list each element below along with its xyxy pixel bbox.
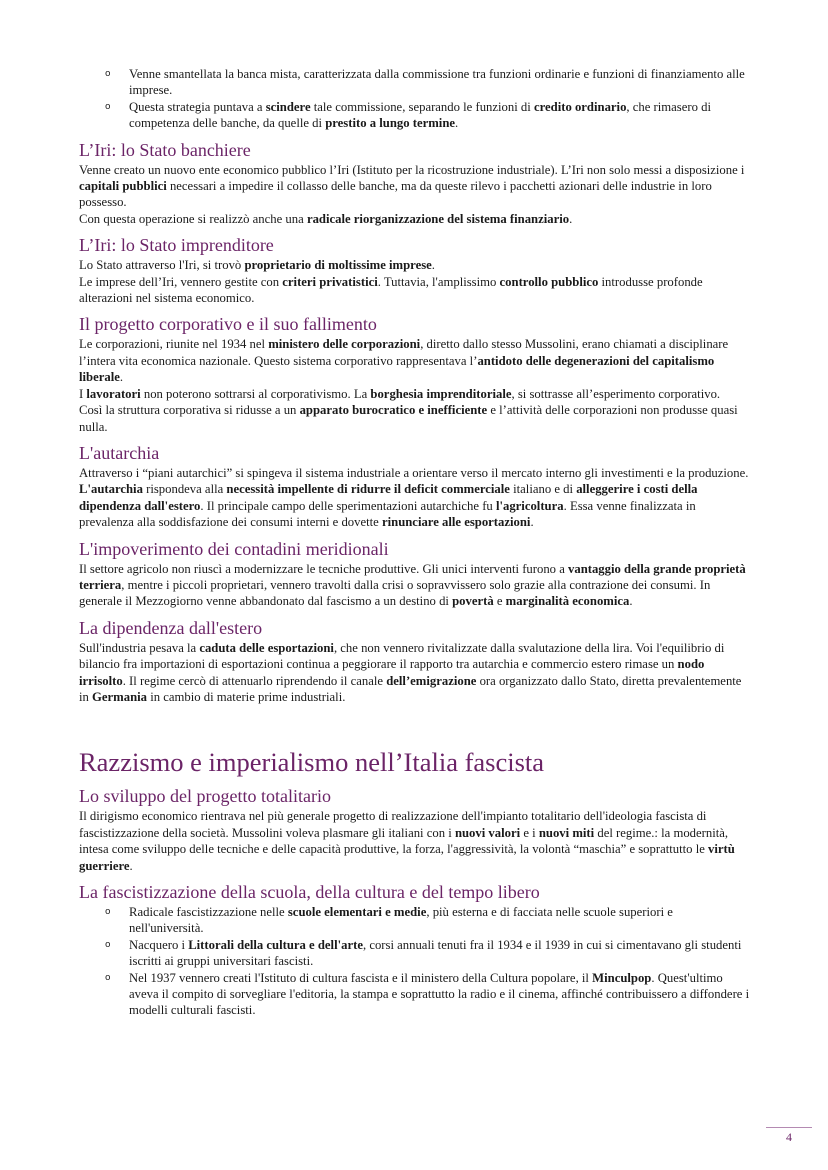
text-run: I — [79, 386, 87, 401]
list-item — [79, 99, 750, 132]
hollow-bullet-icon: o — [105, 907, 111, 917]
list-item — [79, 937, 750, 970]
paragraph — [79, 274, 750, 307]
paragraph — [79, 386, 750, 402]
text-run: . — [129, 858, 133, 873]
hollow-bullet-icon: o — [105, 101, 111, 112]
section-title-autarchia: L'autarchia — [79, 442, 160, 463]
text-run: . — [530, 515, 534, 530]
text-run: e l’attività delle corporazioni non produsse quasi nulla. — [79, 403, 738, 434]
text-run: . — [569, 211, 573, 226]
text-run: , più esterna e di facciata nelle scuole superiori e nell'università. — [129, 905, 673, 936]
bold-text: radicale riorganizzazione del sistema finanziario — [306, 211, 570, 226]
text-run: Venne smantellata la banca mista, caratterizzata dalla commissione tra funzioni ordinarie e funzioni di finanziamento alle imprese. — [129, 67, 745, 98]
bold-text: caduta delle esportazioni — [199, 640, 334, 655]
text-run: del regime.: la modernità, intesa come sviluppo delle tecniche e delle capacità produttive, la forza, l'aggressività, la volontà “maschia” e soprattutto le — [79, 825, 729, 857]
section-title-iri-imprenditore: L’Iri: lo Stato imprenditore — [79, 235, 274, 256]
bold-text: nuovi miti — [538, 825, 595, 840]
bold-text: nodo irrisolto — [79, 657, 705, 688]
bold-text: marginalità economica — [505, 594, 630, 609]
section-title-impoverimento-contadini: L'impoverimento dei contadini meridionali — [79, 538, 389, 559]
text-run: Con questa operazione si realizzò anche una — [79, 211, 307, 226]
text-run: necessari a impedire il collasso delle banche, ma da queste rilevo i pacchetti azionari delle industrie in loro possesso. — [79, 179, 712, 210]
bold-text: L'autarchia — [79, 482, 143, 497]
bold-text: l'agricoltura — [495, 498, 564, 513]
text-run: Il settore agricolo non riuscì a modernizzare le tecniche produttive. Gli unici interventi furono a — [79, 561, 568, 576]
bold-text: povertà — [452, 594, 494, 609]
text-run: Così la struttura corporativa si ridusse a un — [79, 403, 300, 418]
section-title-dipendenza-estero: La dipendenza dall'estero — [79, 617, 263, 638]
paragraph — [79, 808, 750, 874]
page-number: 4 — [786, 1130, 792, 1144]
paragraph — [79, 257, 750, 273]
text-run: non poterono sottrarsi al corporativismo. La — [140, 386, 371, 401]
text-run: . — [455, 116, 459, 131]
text-run: italiano e di — [509, 482, 577, 497]
text-run: Nacquero i — [129, 937, 189, 952]
bold-text: antidoto delle degenerazioni del capitalismo liberale — [79, 353, 715, 385]
paragraph — [79, 211, 750, 227]
text-run: . — [119, 370, 124, 385]
section-title-progetto-totalitario: Lo sviluppo del progetto totalitario — [79, 786, 331, 807]
text-run: Il dirigismo economico rientrava nel più generale progetto di realizzazione dell'impianto totalitario dell'ideologia fascista di fascistizzazione della società. Mussolini voleva plasmare gli italiani con i — [79, 809, 707, 840]
bold-text: vantaggio della grande proprietà terriera — [79, 561, 746, 592]
bold-text: nuovi valori — [454, 825, 521, 840]
bold-text: credito ordinario — [533, 99, 627, 114]
text-run: , diretto dallo stesso Mussolini, erano chiamati a disciplinare l’intera vita economica nazionale. Questo sistema corporativo rappresentava l’ — [79, 337, 729, 368]
bold-text: dell’emigrazione — [386, 673, 477, 688]
text-run: introdusse profonde alterazioni nel sistema economico. — [79, 274, 703, 306]
bold-text: borghesia imprenditoriale — [370, 386, 512, 401]
bold-text: rinunciare alle esportazioni — [381, 515, 531, 530]
text-run: . Tuttavia, l'amplissimo — [377, 274, 500, 289]
bold-text: capitali pubblici — [79, 179, 167, 194]
text-run: in cambio di materie prime industriali. — [147, 689, 346, 704]
text-run: . — [431, 258, 435, 273]
text-run: , corsi annuali tenuti fra il 1934 e il 1939 in cui si cimentavano gli studenti iscritti ai gruppi universitari fascisti. — [129, 937, 742, 969]
text-run: rispondeva alla — [142, 482, 227, 497]
text-run: . Il principale campo delle sperimentazioni autarchiche fu — [200, 498, 496, 513]
paragraph — [79, 402, 750, 435]
hollow-bullet-icon: o — [105, 972, 111, 983]
text-run: , che rimasero di competenza delle banche, da quelle di — [129, 99, 711, 131]
text-run: . Il regime cercò di attenuarlo riprendendo il canale — [122, 673, 387, 688]
bold-text: prestito a lungo termine — [325, 116, 456, 131]
text-run: ora organizzato dallo Stato, diretta prevalentemente in — [79, 673, 742, 704]
paragraph — [79, 162, 750, 211]
section-title-fascistizzazione: La fascistizzazione della scuola, della cultura e del tempo libero — [79, 882, 540, 902]
page-number-rule — [766, 1127, 812, 1128]
bold-text: ministero delle corporazioni — [268, 337, 421, 352]
list-item — [79, 904, 750, 937]
text-run: . Quest'ultimo aveva il compito di sorvegliare l'editoria, la stampa e soprattutto la radio e il cinema, affinché contribuissero a diffondere i modelli culturali fascisti. — [129, 970, 750, 1018]
hollow-bullet-icon: o — [105, 939, 111, 950]
section-title-iri-banchiere: L’Iri: lo Stato banchiere — [79, 139, 251, 160]
intro-bullet-list — [79, 66, 750, 132]
bold-text: criteri privatistici — [282, 274, 378, 289]
bold-text: alleggerire i costi della dipendenza dall'estero — [79, 482, 698, 513]
text-run: Lo Stato attraverso l'Iri, si trovò — [79, 258, 245, 273]
bold-text: Minculpop — [592, 970, 652, 985]
text-run: , mentre i piccoli proprietari, vennero travolti dalla crisi o sopravvissero solo grazie alla contrazione dei consumi. In generale il Mezzogiorno venne abbandonato dal fascismo a un destino di — [79, 577, 711, 609]
document-page — [79, 66, 750, 1019]
text-run: Questa strategia puntava a — [129, 99, 266, 114]
fascistizzazione-bullet-list — [79, 904, 750, 1019]
section-title-progetto-corporativo: Il progetto corporativo e il suo fallimento — [79, 314, 377, 335]
text-run: Nel 1937 vennero creati l'Istituto di cultura fascista e il ministero della Cultura popolare, il — [129, 970, 593, 985]
bold-text: scindere — [265, 99, 311, 114]
paragraph — [79, 336, 750, 385]
text-run: , che non vennero rivitalizzate dalla svalutazione della lira. Voi l'equilibrio di bilancio fra importazioni di esportazioni continua a peggiorare il rapporto tra autarchia e commercio estero rimase un — [79, 640, 725, 672]
bold-text: proprietario di moltissime imprese — [244, 258, 432, 273]
text-run: . — [629, 594, 633, 609]
text-run: , si sottrasse all’esperimento corporativo. — [511, 386, 721, 401]
text-run: tale commissione, separando le funzioni di — [310, 99, 534, 114]
paragraph — [79, 465, 750, 531]
bold-text: lavoratori — [86, 386, 141, 401]
list-item — [79, 66, 750, 99]
bold-text: necessità impellente di ridurre il deficit commerciale — [226, 482, 510, 497]
text-run: . Essa venne finalizzata in prevalenza alla soddisfazione dei consumi interni e dovette — [79, 498, 696, 530]
bold-text: scuole elementari e medie — [287, 905, 427, 919]
text-run: Le imprese dell’Iri, vennero gestite con — [79, 274, 283, 289]
paragraph — [79, 561, 750, 610]
list-item — [79, 970, 750, 1019]
chapter-title: Razzismo e imperialismo nell’Italia fascista — [79, 747, 545, 778]
text-run: e — [493, 594, 506, 609]
text-run: e i — [520, 825, 539, 840]
bold-text: Germania — [92, 689, 148, 704]
bold-text: virtù guerriere — [79, 842, 735, 873]
text-run: Sull'industria pesava la — [79, 640, 200, 655]
text-run: Le corporazioni, riunite nel 1934 nel — [79, 337, 269, 352]
text-run: Attraverso i “piani autarchici” si spingeva il sistema industriale a orientare verso il mercato interno gli investimenti e la produzione. — [79, 465, 749, 480]
bold-text: apparato burocratico e inefficiente — [299, 403, 488, 418]
bold-text: Littorali della cultura e dell'arte — [188, 937, 363, 952]
text-run: Venne creato un nuovo ente economico pubblico l’Iri (Istituto per la ricostruzione industriale). L’Iri non solo messi a disposizione i — [79, 162, 745, 177]
bold-text: controllo pubblico — [499, 274, 599, 289]
text-run: Radicale fascistizzazione nelle — [129, 905, 288, 919]
paragraph — [79, 640, 750, 706]
hollow-bullet-icon: o — [105, 69, 111, 79]
